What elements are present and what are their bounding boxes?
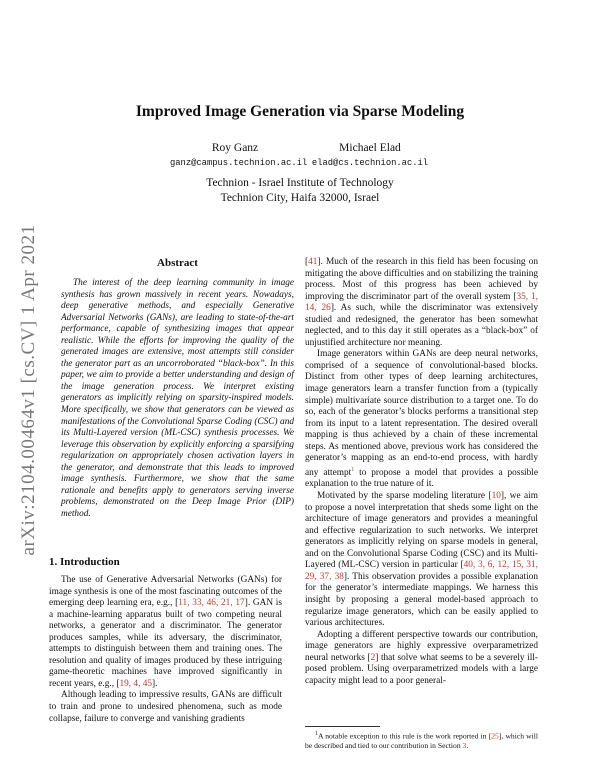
footnote [305, 730, 538, 750]
footnote-text: $^1$A notable exception to this rule is the work reported in [25], which will be described and tied to our contribution in Section 3. [305, 731, 538, 750]
right-paragraph-4: Adopting a different perspective towards our contribution, image generators are highly expressive overparametrized neural networks [2] that solve what seems to be a severely ill-posed problem. Using overparametrized models with a large capacity might lead to a poor general- [305, 629, 538, 686]
right-paragraph-2: Image generators within GANs are deep neural networks, comprised of a sequence of convolutional-based blocks. Distinct from other types of deep learning architectures, image generators learn a transfer function from a (typically simple) multivariate source distribution to a target one. To do so, each of the generator’s blocks performs a transitional step from its input to a latent representation. The desired overall mapping is thus achieved by a chain of these incremental steps. As mentioned above, previous work has considered the generator’s mapping as an end-to-end process, with hardly any attempt$^1$ to propose a model that provides a possible explanation to the true nature of it. [305, 349, 538, 490]
citation-link[interactable]: 35, 1, 14, 26 [305, 291, 538, 314]
intro-left-column [49, 575, 282, 725]
citation-link[interactable]: 10 [491, 491, 501, 502]
affiliation-line-2: Technion City, Haifa 32000, Israel [220, 192, 380, 204]
citation-link[interactable]: 40, 3, 6, 12, 15, 31, 29, 37, 38 [305, 560, 538, 582]
abstract-heading: Abstract [157, 257, 198, 269]
intro-right-column [305, 257, 538, 687]
arxiv-identifier: arXiv:2104.00464v1 [cs.CV] 1 Apr 2021 [18, 224, 39, 556]
citation-link[interactable]: 25 [491, 731, 499, 741]
affiliation-line-1: Technion - Israel Institute of Technology [206, 177, 394, 189]
footnote-divider [305, 726, 380, 727]
footnote-marker[interactable]: 1 [351, 466, 355, 473]
paper-title: Improved Image Generation via Sparse Modeling [135, 103, 465, 120]
section-heading-introduction: 1. Introduction [49, 556, 120, 568]
citation-link[interactable]: 19, 4, 45 [119, 678, 153, 689]
citation-link[interactable]: 41 [308, 257, 318, 267]
intro-paragraph-1: The use of Generative Adversarial Networks (GANs) for image synthesis is one of the most fascinating outcomes of the emerging deep learning era, e.g., [11, 33, 46, 21, 17]. GAN is a machine-learning apparatus built of two competing neural networks, a generator and a discriminator. The generator produces samples, while its adversary, the discriminator, attempts to distinguish between them and training ones. The resolution and quality of images produced by these intriguing game-theoretic machines have improved significantly in recent years, e.g., [19, 4, 45]. [49, 575, 282, 689]
abstract-paragraph: The interest of the deep learning community in image synthesis has grown massively in recent years. Nowadays, deep generative methods, and especially Generative Adversarial Networks (GANs), are leading to state-of-the-art performance, capable of synthesizing images that appear realistic. While the efforts for improving the quality of the generated images are extensive, most attempts still consider the generator part as an uncorroborated “black-box”. In this paper, we aim to provide a better understanding and design of the image generation process. We interpret existing generators as implicitly relying on sparsity-inspired models. More specifically, we show that generators can be viewed as manifestations of the Convolutional Sparse Coding (CSC) and its Multi-Layered version (ML-CSC) synthesis processes. We leverage this observation by explicitly enforcing a sparsifying regularization on appropriately chosen activation layers in the generator, and demonstrate that this leads to improved image synthesis. Furthermore, we show that the same rationale and benefits apply to generators serving inverse problems, demonstrated on the Deep Image Prior (DIP) method. [61, 278, 294, 519]
citation-link[interactable]: 11, 33, 46, 21, 17 [178, 598, 245, 609]
right-paragraph-3: Motivated by the sparse modeling literature [10], we aim to propose a novel interpretation that sheds some light on the architecture of image generators and provides a meaningful and effective regularization to such networks. We interpret generators as implicitly relying on sparse models in general, and on the Convolutional Sparse Coding (CSC) and its Multi-Layered (ML-CSC) version in particular [40, 3, 6, 12, 15, 31, 29, 37, 38]. This observation provides a possible explanation for the generator’s intermediate mappings. We harness this insight by proposing a general model-based approach to regularize image generators, which can be easily applied to various architectures. [305, 491, 539, 629]
author-block-2 [305, 142, 435, 168]
arxiv-sidebar [14, 200, 44, 580]
author-name: Michael Elad [339, 142, 401, 154]
author-block-1 [170, 142, 308, 168]
author-email: ganz@campus.technion.ac.il [170, 158, 308, 168]
affiliation [0, 176, 600, 206]
author-name: Roy Ganz [211, 142, 259, 154]
abstract-text [61, 278, 294, 520]
section-link[interactable]: 3 [462, 740, 467, 750]
author-email: elad@cs.technion.ac.il [311, 158, 429, 168]
citation-link[interactable]: 2 [370, 652, 376, 663]
right-paragraph-1: [41]. Much of the research in this field has been focusing on mitigating the above difficulties and on stabilizing the training process. Most of this progress has been achieved by improving the discriminator part of the overall system [35, 1, 14, 26]. As such, while the discriminator was extensively studied and redesigned, the generator has been somewhat neglected, and to this day it still operates as a “black-box” of unjustified architecture nor meaning. [305, 257, 538, 348]
intro-paragraph-2: Although leading to impressive results, GANs are difficult to train and prone to undesired phenomena, such as mode collapse, failure to converge and vanishing gradients [49, 690, 282, 724]
